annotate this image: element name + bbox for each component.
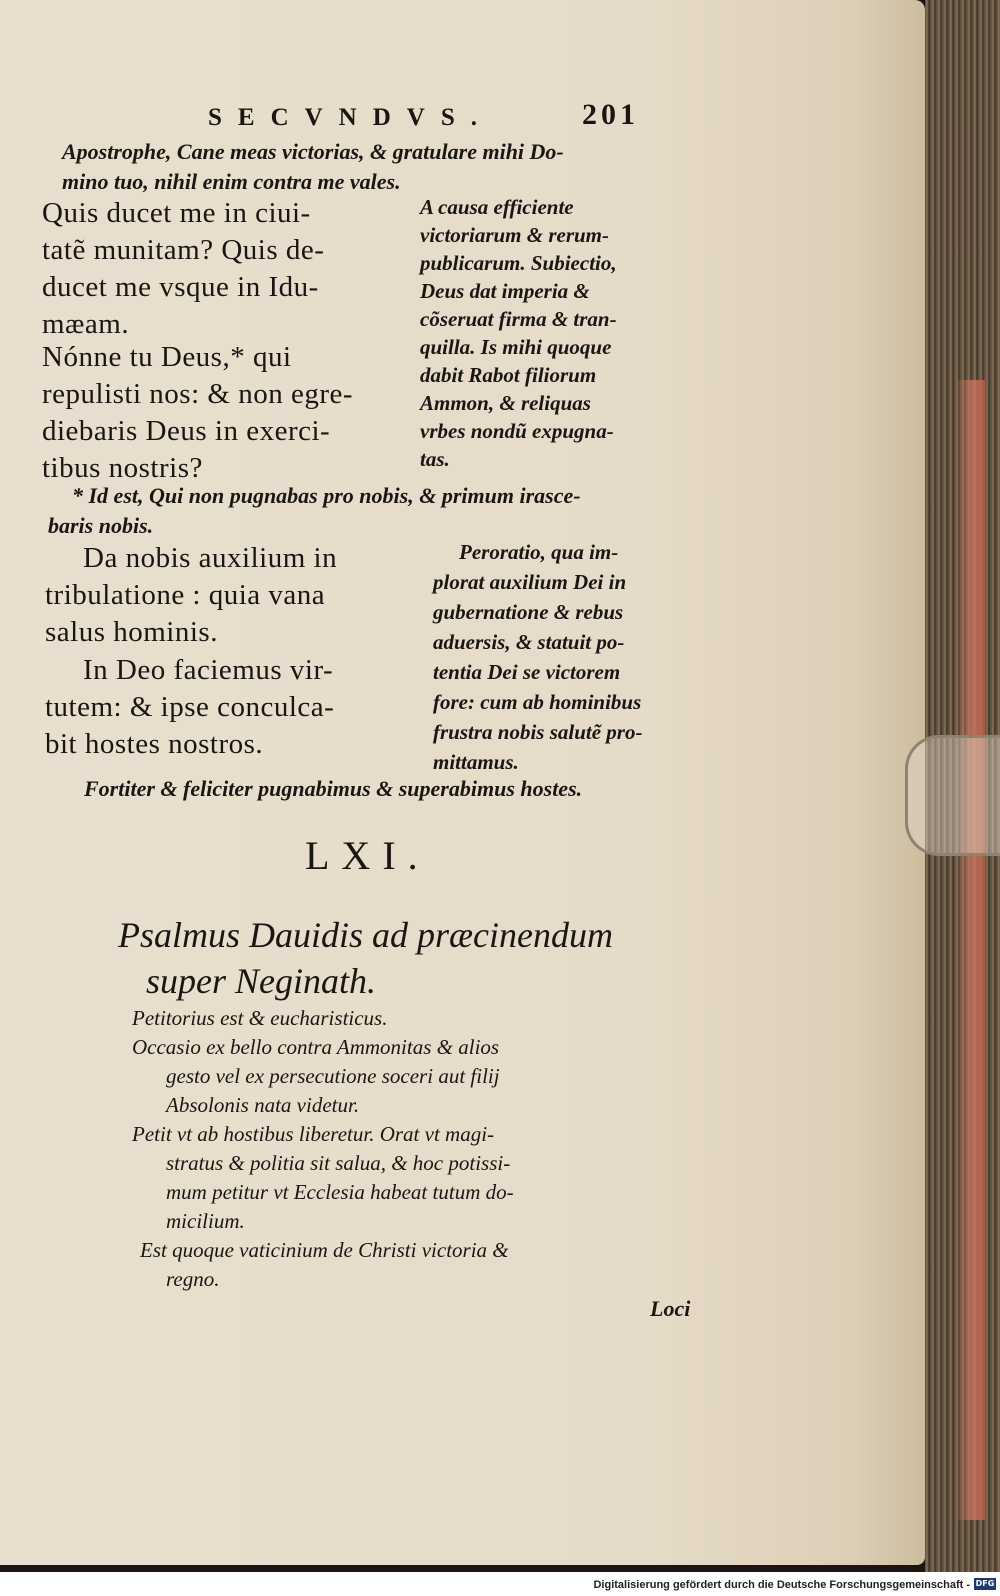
verse-line: bit hostes nostros. xyxy=(45,728,264,760)
margin-note-line: Peroratio, qua im- xyxy=(459,540,619,564)
margin-note-line: tas. xyxy=(420,447,450,471)
verse-line: Nónne tu Deus,* qui xyxy=(42,341,292,373)
verse-block xyxy=(42,195,324,343)
margin-note-line: fore: cum ab hominibus xyxy=(433,690,642,714)
description-line: Petitorius est & eucharisticus. xyxy=(132,1006,388,1030)
margin-note-line: mittamus. xyxy=(433,750,519,774)
closing-line: Fortiter & feliciter pugnabimus & superabimus hostes. xyxy=(84,776,583,801)
running-head: SECVNDVS. xyxy=(208,104,494,131)
margin-note-line: quilla. Is mihi quoque xyxy=(420,335,612,359)
description-line: Occasio ex bello contra Ammonitas & alios xyxy=(132,1035,500,1059)
footnote-line: * Id est, Qui non pugnabas pro nobis, & primum irasce- xyxy=(72,483,581,508)
description-line: stratus & politia sit salua, & hoc potissi- xyxy=(166,1151,511,1175)
red-edge-staining xyxy=(955,380,985,1520)
argument-line: Apostrophe, Cane meas victorias, & gratulare mihi Do- xyxy=(62,139,564,164)
verse-line: repulisti nos: & non egre- xyxy=(42,378,354,410)
margin-note-line: plorat auxilium Dei in xyxy=(433,570,627,594)
folio-number: 201 xyxy=(582,98,639,131)
description-line: regno. xyxy=(166,1267,220,1291)
verse-line: tibus nostris? xyxy=(42,452,203,484)
footnote-line: baris nobis. xyxy=(48,513,154,538)
margin-note-line: tentia Dei se victorem xyxy=(433,660,621,684)
margin-note-line: victoriarum & rerum- xyxy=(420,223,610,247)
verse-block xyxy=(45,540,337,651)
catchword: Loci xyxy=(650,1296,691,1321)
description-line: Petit vt ab hostibus liberetur. Orat vt magi- xyxy=(132,1122,495,1146)
margin-note xyxy=(420,193,617,473)
verse-line: tutem: & ipse conculca- xyxy=(45,691,335,723)
description-line: micilium. xyxy=(166,1209,245,1233)
verse-line: Quis ducet me in ciui- xyxy=(42,197,311,229)
verse-line: tribulatione : quia vana xyxy=(45,579,326,611)
argument-line: mino tuo, nihil enim contra me vales. xyxy=(62,169,401,194)
margin-note xyxy=(433,537,642,777)
margin-note-line: cõseruat firma & tran- xyxy=(420,307,617,331)
verse-line: Da nobis auxilium in xyxy=(83,542,338,574)
margin-note-line: Ammon, & reliquas xyxy=(420,391,591,415)
psalm-title-line: Psalmus Dauidis ad præcinendum xyxy=(118,915,613,955)
dfg-logo: DFG xyxy=(975,1579,995,1588)
page-clip xyxy=(905,735,1000,856)
margin-note-line: Deus dat imperia & xyxy=(420,279,590,303)
description-line: Absolonis nata videtur. xyxy=(166,1093,360,1117)
description-line: gesto vel ex persecutione soceri aut filij xyxy=(166,1064,500,1088)
argument-block xyxy=(62,137,564,197)
verse-line: tatẽ munitam? Quis de- xyxy=(42,234,325,266)
margin-note-line: vrbes nondũ expugna- xyxy=(420,419,614,443)
margin-note-line: publicarum. Subiectio, xyxy=(420,251,617,275)
description-line: mum petitur vt Ecclesia habeat tutum do- xyxy=(166,1180,514,1204)
chapter-number: LXI. xyxy=(305,833,430,878)
footnote xyxy=(48,481,581,541)
verse-line: In Deo faciemus vir- xyxy=(83,654,334,686)
verse-block xyxy=(42,339,353,487)
psalm-title xyxy=(118,912,613,1004)
verse-block xyxy=(45,652,334,763)
margin-note-line: aduersis, & statuit po- xyxy=(433,630,625,654)
digitization-footer xyxy=(0,1572,1000,1596)
verse-line: diebaris Deus in exerci- xyxy=(42,415,331,447)
psalm-title-line: super Neginath. xyxy=(146,961,376,1001)
verse-line: mæam. xyxy=(42,308,130,340)
margin-note-line: gubernatione & rebus xyxy=(433,600,624,624)
verse-line: salus hominis. xyxy=(45,616,218,648)
margin-note-line: A causa efficiente xyxy=(420,195,574,219)
footer-credit: Digitalisierung gefördert durch die Deutsche Forschungsgemeinschaft - xyxy=(593,1579,970,1591)
margin-note-line: dabit Rabot filiorum xyxy=(420,363,597,387)
margin-note-line: frustra nobis salutẽ pro- xyxy=(433,720,643,744)
verse-line: ducet me vsque in Idu- xyxy=(42,271,319,303)
description-line: Est quoque vaticinium de Christi victoria & xyxy=(140,1238,509,1262)
psalm-description xyxy=(132,1004,514,1294)
